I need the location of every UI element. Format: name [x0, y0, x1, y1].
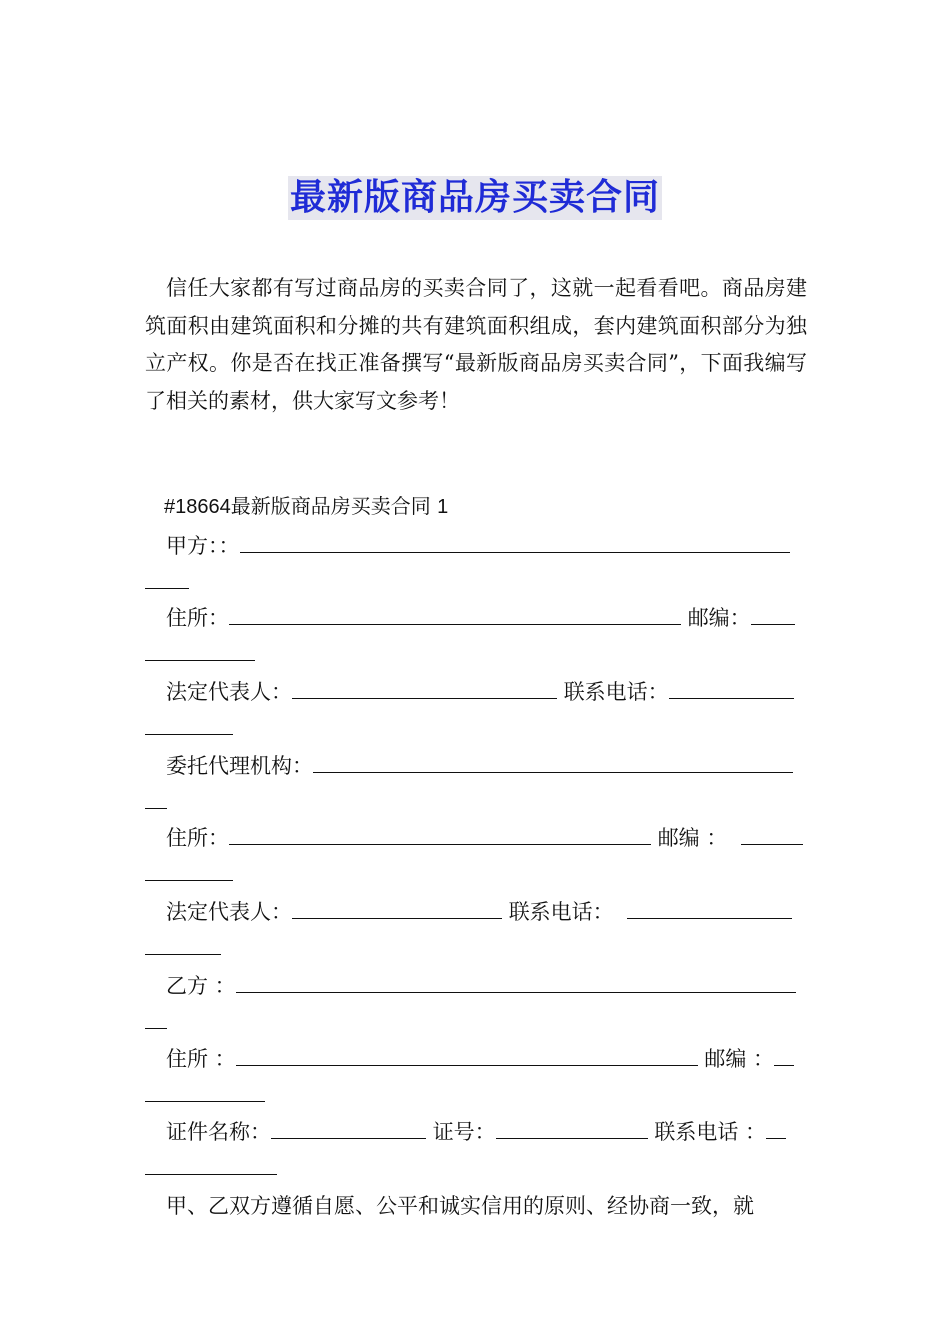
party-b-blank-cont — [145, 1004, 167, 1034]
phone3-blank-2[interactable] — [145, 1150, 277, 1175]
title-container — [0, 176, 950, 220]
phone2-blank[interactable] — [627, 896, 792, 919]
postcode2-blank-cont — [145, 856, 233, 886]
party-a-label: 甲方：： — [166, 534, 240, 558]
party-a-blank[interactable] — [240, 530, 790, 553]
address-line — [145, 602, 807, 632]
agent-blank-2[interactable] — [145, 784, 167, 809]
address2-blank[interactable] — [229, 822, 651, 845]
postcode3-blank-2[interactable] — [145, 1077, 265, 1102]
phone-blank[interactable] — [669, 676, 794, 699]
legal-rep2-label: 法定代表人： — [166, 900, 292, 924]
phone3-label: 联系电话 ： — [654, 1120, 767, 1144]
legal-rep2-blank[interactable] — [292, 896, 502, 919]
heading-number: #18664 — [164, 496, 231, 518]
phone3-blank[interactable] — [766, 1116, 786, 1139]
address2-line — [145, 822, 807, 852]
phone2-label: 联系电话： — [508, 900, 614, 924]
id-name-label: 证件名称： — [166, 1120, 271, 1144]
phone-label: 联系电话： — [563, 680, 669, 704]
party-a-blank-2[interactable] — [145, 564, 189, 589]
postcode2-blank-2[interactable] — [145, 856, 233, 881]
address-label: 住所： — [166, 606, 229, 630]
agent-line — [145, 750, 807, 780]
address3-line — [145, 1043, 807, 1073]
party-b-line — [145, 970, 807, 1000]
party-b-label: 乙方 ： — [166, 974, 236, 998]
phone2-blank-cont — [145, 930, 221, 960]
heading-text: 最新版商品房买卖合同 — [230, 494, 431, 518]
postcode2-label: 邮编 ： — [657, 826, 728, 850]
document-title: 最新版商品房买卖合同 — [289, 177, 660, 218]
legal-rep-label: 法定代表人： — [166, 680, 292, 704]
legal-rep2-line — [145, 896, 807, 926]
heading-suffix: 1 — [437, 496, 449, 518]
contract-heading — [164, 492, 448, 521]
phone2-blank-2[interactable] — [145, 930, 221, 955]
postcode3-blank[interactable] — [774, 1043, 794, 1066]
postcode-blank[interactable] — [751, 602, 795, 625]
id-number-blank[interactable] — [496, 1116, 648, 1139]
id-line — [145, 1116, 807, 1146]
id-name-blank[interactable] — [271, 1116, 426, 1139]
agent-blank[interactable] — [313, 750, 793, 773]
party-a-blank-cont — [145, 564, 189, 594]
legal-rep-line — [145, 676, 807, 706]
postcode2-blank[interactable] — [741, 822, 803, 845]
address3-blank[interactable] — [236, 1043, 698, 1066]
party-b-blank-2[interactable] — [145, 1004, 167, 1029]
address3-label: 住所 ： — [166, 1047, 236, 1071]
postcode-label: 邮编： — [687, 606, 751, 630]
closing-paragraph: 甲、乙双方遵循自愿、公平和诚实信用的原则、经协商一致，就 — [166, 1194, 754, 1218]
agent-label: 委托代理机构： — [166, 754, 313, 778]
postcode3-blank-cont — [145, 1077, 265, 1107]
intro-paragraph: 信任大家都有写过商品房的买卖合同了，这就一起看看吧。商品房建筑面积由建筑面积和分摊的共有建筑面积组成，套内建筑面积部分为独立产权。你是否在找正准备撰写“最新版商品房买卖合同”，下面我编写了相关的素材，供大家写文参考！ — [145, 276, 807, 413]
party-a-line — [145, 530, 807, 560]
agent-blank-cont — [145, 784, 167, 814]
postcode-blank-2[interactable] — [145, 636, 255, 661]
address-blank[interactable] — [229, 602, 681, 625]
phone-blank-2[interactable] — [145, 710, 233, 735]
postcode-blank-cont — [145, 636, 255, 666]
phone3-blank-cont — [145, 1150, 277, 1180]
id-number-label: 证号： — [432, 1120, 496, 1144]
legal-rep-blank[interactable] — [292, 676, 557, 699]
party-b-blank[interactable] — [236, 970, 796, 993]
address2-label: 住所： — [166, 826, 229, 850]
phone-blank-cont — [145, 710, 233, 740]
postcode3-label: 邮编 ： — [704, 1047, 775, 1071]
